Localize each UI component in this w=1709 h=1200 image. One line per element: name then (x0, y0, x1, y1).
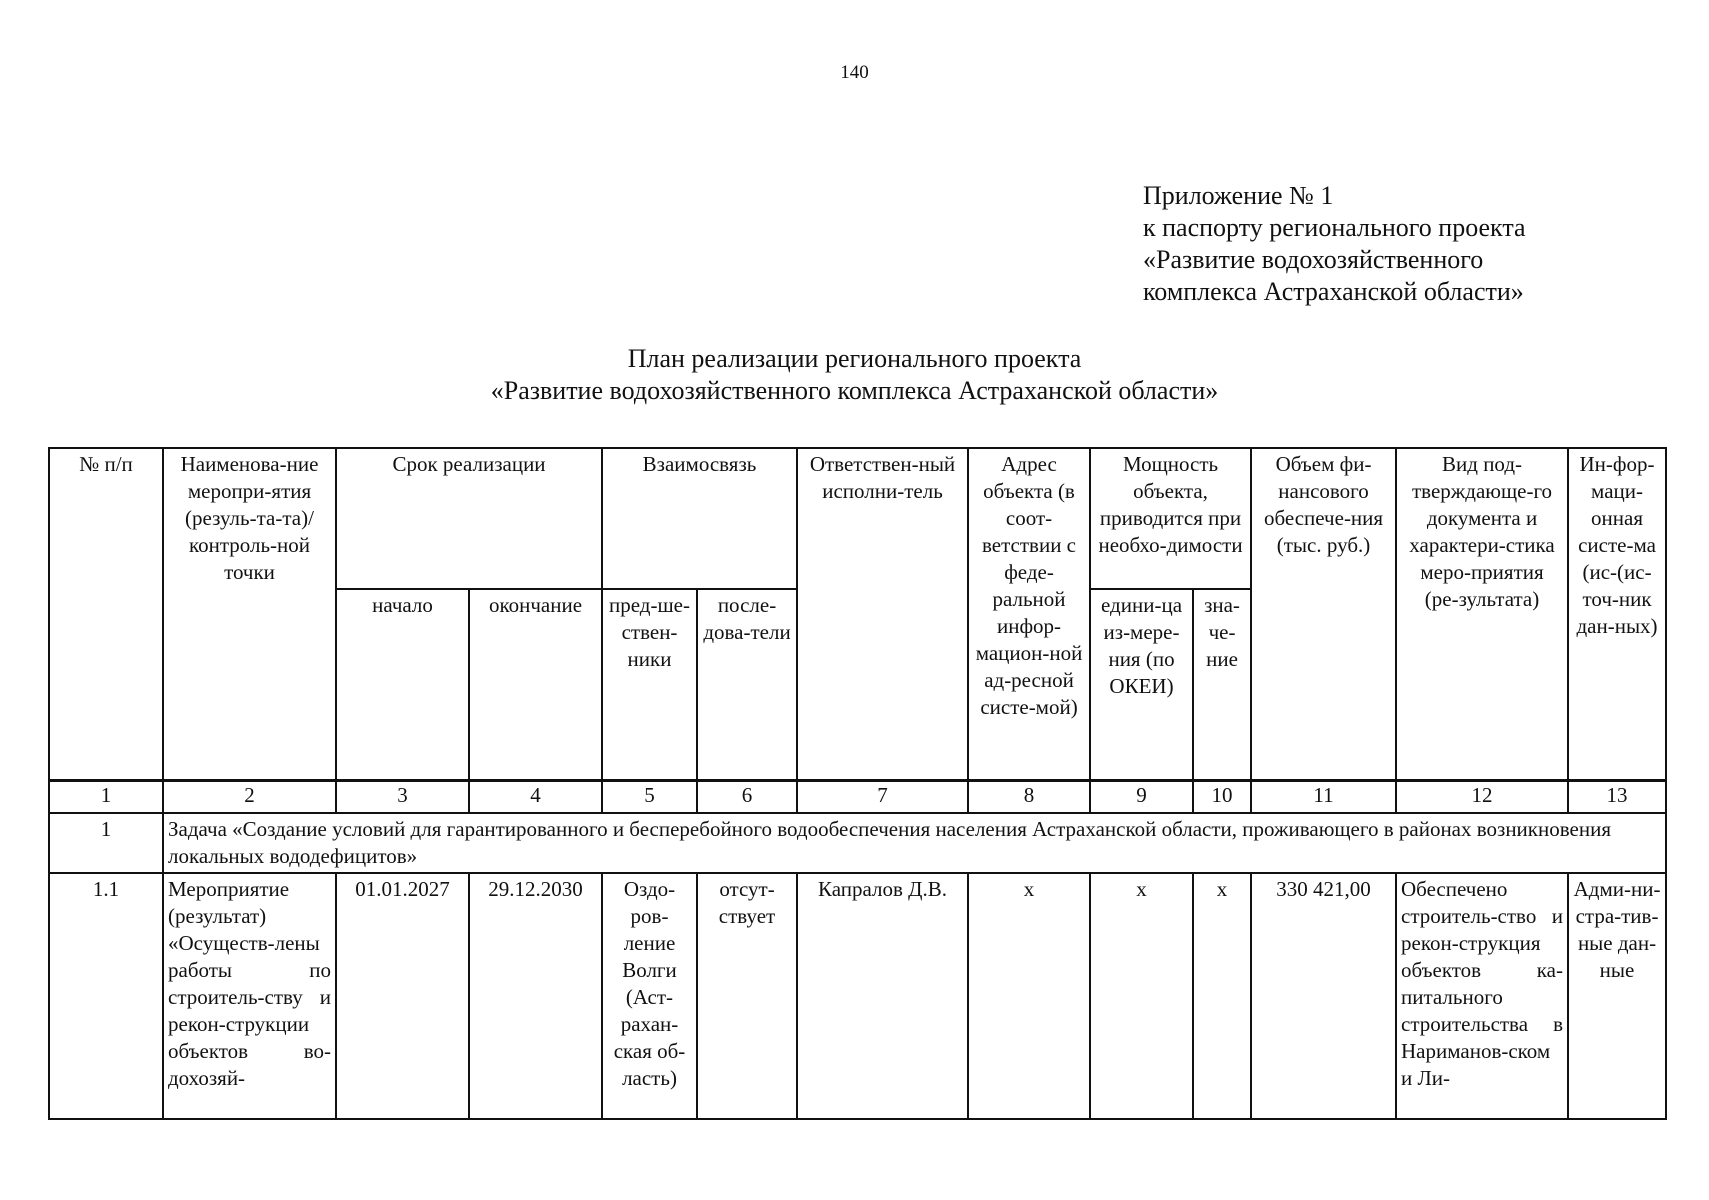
header-period: Срок реализации (336, 448, 602, 589)
item-doc-type: Обеспечено строитель-ство и рекон-струкция объектов ка-питального строительства в Нариманов-ском и Ли- (1396, 873, 1568, 1119)
item-executor: Капралов Д.В. (797, 873, 968, 1119)
item-finance: 330 421,00 (1251, 873, 1396, 1119)
item-successors: отсут-ствует (697, 873, 797, 1119)
header-info-system: Ин-фор-маци-онная систе-ма (ис-(ис-точ-ник дан-ных) (1568, 448, 1666, 781)
item-unit: х (1090, 873, 1193, 1119)
item-info-system: Адми-ни-стра-тив-ные дан-ные (1568, 873, 1666, 1119)
title-line: План реализации регионального проекта (627, 344, 1082, 373)
column-number: 3 (336, 781, 469, 814)
column-number: 10 (1193, 781, 1251, 814)
title-line: «Развитие водохозяйственного комплекса Астраханской области» (490, 376, 1219, 405)
header-row (49, 448, 1666, 589)
task-text: Задача «Создание условий для гарантированного и бесперебойного водообеспечения населения Астраханской области, проживающего в районах возникновения локальных вододефицитов» (163, 813, 1666, 873)
item-end: 29.12.2030 (469, 873, 602, 1119)
appendix-line: Приложение № 1 (1143, 181, 1334, 210)
item-num: 1.1 (49, 873, 163, 1119)
column-number: 4 (469, 781, 602, 814)
column-number: 5 (602, 781, 697, 814)
page-number: 140 (840, 62, 869, 83)
column-number: 6 (697, 781, 797, 814)
appendix-note (1143, 180, 1526, 308)
header-period-end: окончание (469, 589, 602, 781)
header-finance: Объем фи-нансового обеспече-ния (тыс. руб.) (1251, 448, 1396, 781)
header-name: Наименова-ние меропри-ятия (резуль-та-та)/контроль-ной точки (163, 448, 336, 781)
header-address: Адрес объекта (в соот-ветствии с феде-ральной инфор-мацион-ной ад-ресной систе-мой) (968, 448, 1090, 781)
column-number: 1 (49, 781, 163, 814)
column-number-row (49, 781, 1666, 814)
item-name: Мероприятие (результат) «Осуществ-лены работы по строитель-ству и рекон-струкции объектов во-дохозяй- (163, 873, 336, 1119)
item-predecessors: Оздо-ров-ление Волги (Аст-рахан-ская об-ласть) (602, 873, 697, 1119)
item-start: 01.01.2027 (336, 873, 469, 1119)
appendix-line: «Развитие водохозяйственного (1143, 245, 1484, 274)
column-number: 12 (1396, 781, 1568, 814)
task-row (49, 813, 1666, 873)
header-doc-type: Вид под-тверждающе-го документа и характери-стика меро-приятия (ре-зультата) (1396, 448, 1568, 781)
header-num: № п/п (49, 448, 163, 781)
column-number: 13 (1568, 781, 1666, 814)
appendix-line: к паспорту регионального проекта (1143, 213, 1526, 242)
column-number: 11 (1251, 781, 1396, 814)
plan-table (48, 447, 1667, 1120)
table-row (49, 873, 1666, 1119)
column-number: 8 (968, 781, 1090, 814)
header-capacity-value: зна-че-ние (1193, 589, 1251, 781)
item-value: х (1193, 873, 1251, 1119)
header-links-prev: пред-ше-ствен-ники (602, 589, 697, 781)
header-capacity: Мощность объекта, приводится при необхо-димости (1090, 448, 1251, 589)
header-executor: Ответствен-ный исполни-тель (797, 448, 968, 781)
header-period-start: начало (336, 589, 469, 781)
header-capacity-unit: едини-ца из-мере-ния (по ОКЕИ) (1090, 589, 1193, 781)
task-num: 1 (49, 813, 163, 873)
header-links-next: после-дова-тели (697, 589, 797, 781)
item-address: х (968, 873, 1090, 1119)
column-number: 7 (797, 781, 968, 814)
document-title (0, 343, 1709, 407)
column-number: 2 (163, 781, 336, 814)
appendix-line: комплекса Астраханской области» (1143, 277, 1524, 306)
header-links: Взаимосвязь (602, 448, 797, 589)
column-number: 9 (1090, 781, 1193, 814)
